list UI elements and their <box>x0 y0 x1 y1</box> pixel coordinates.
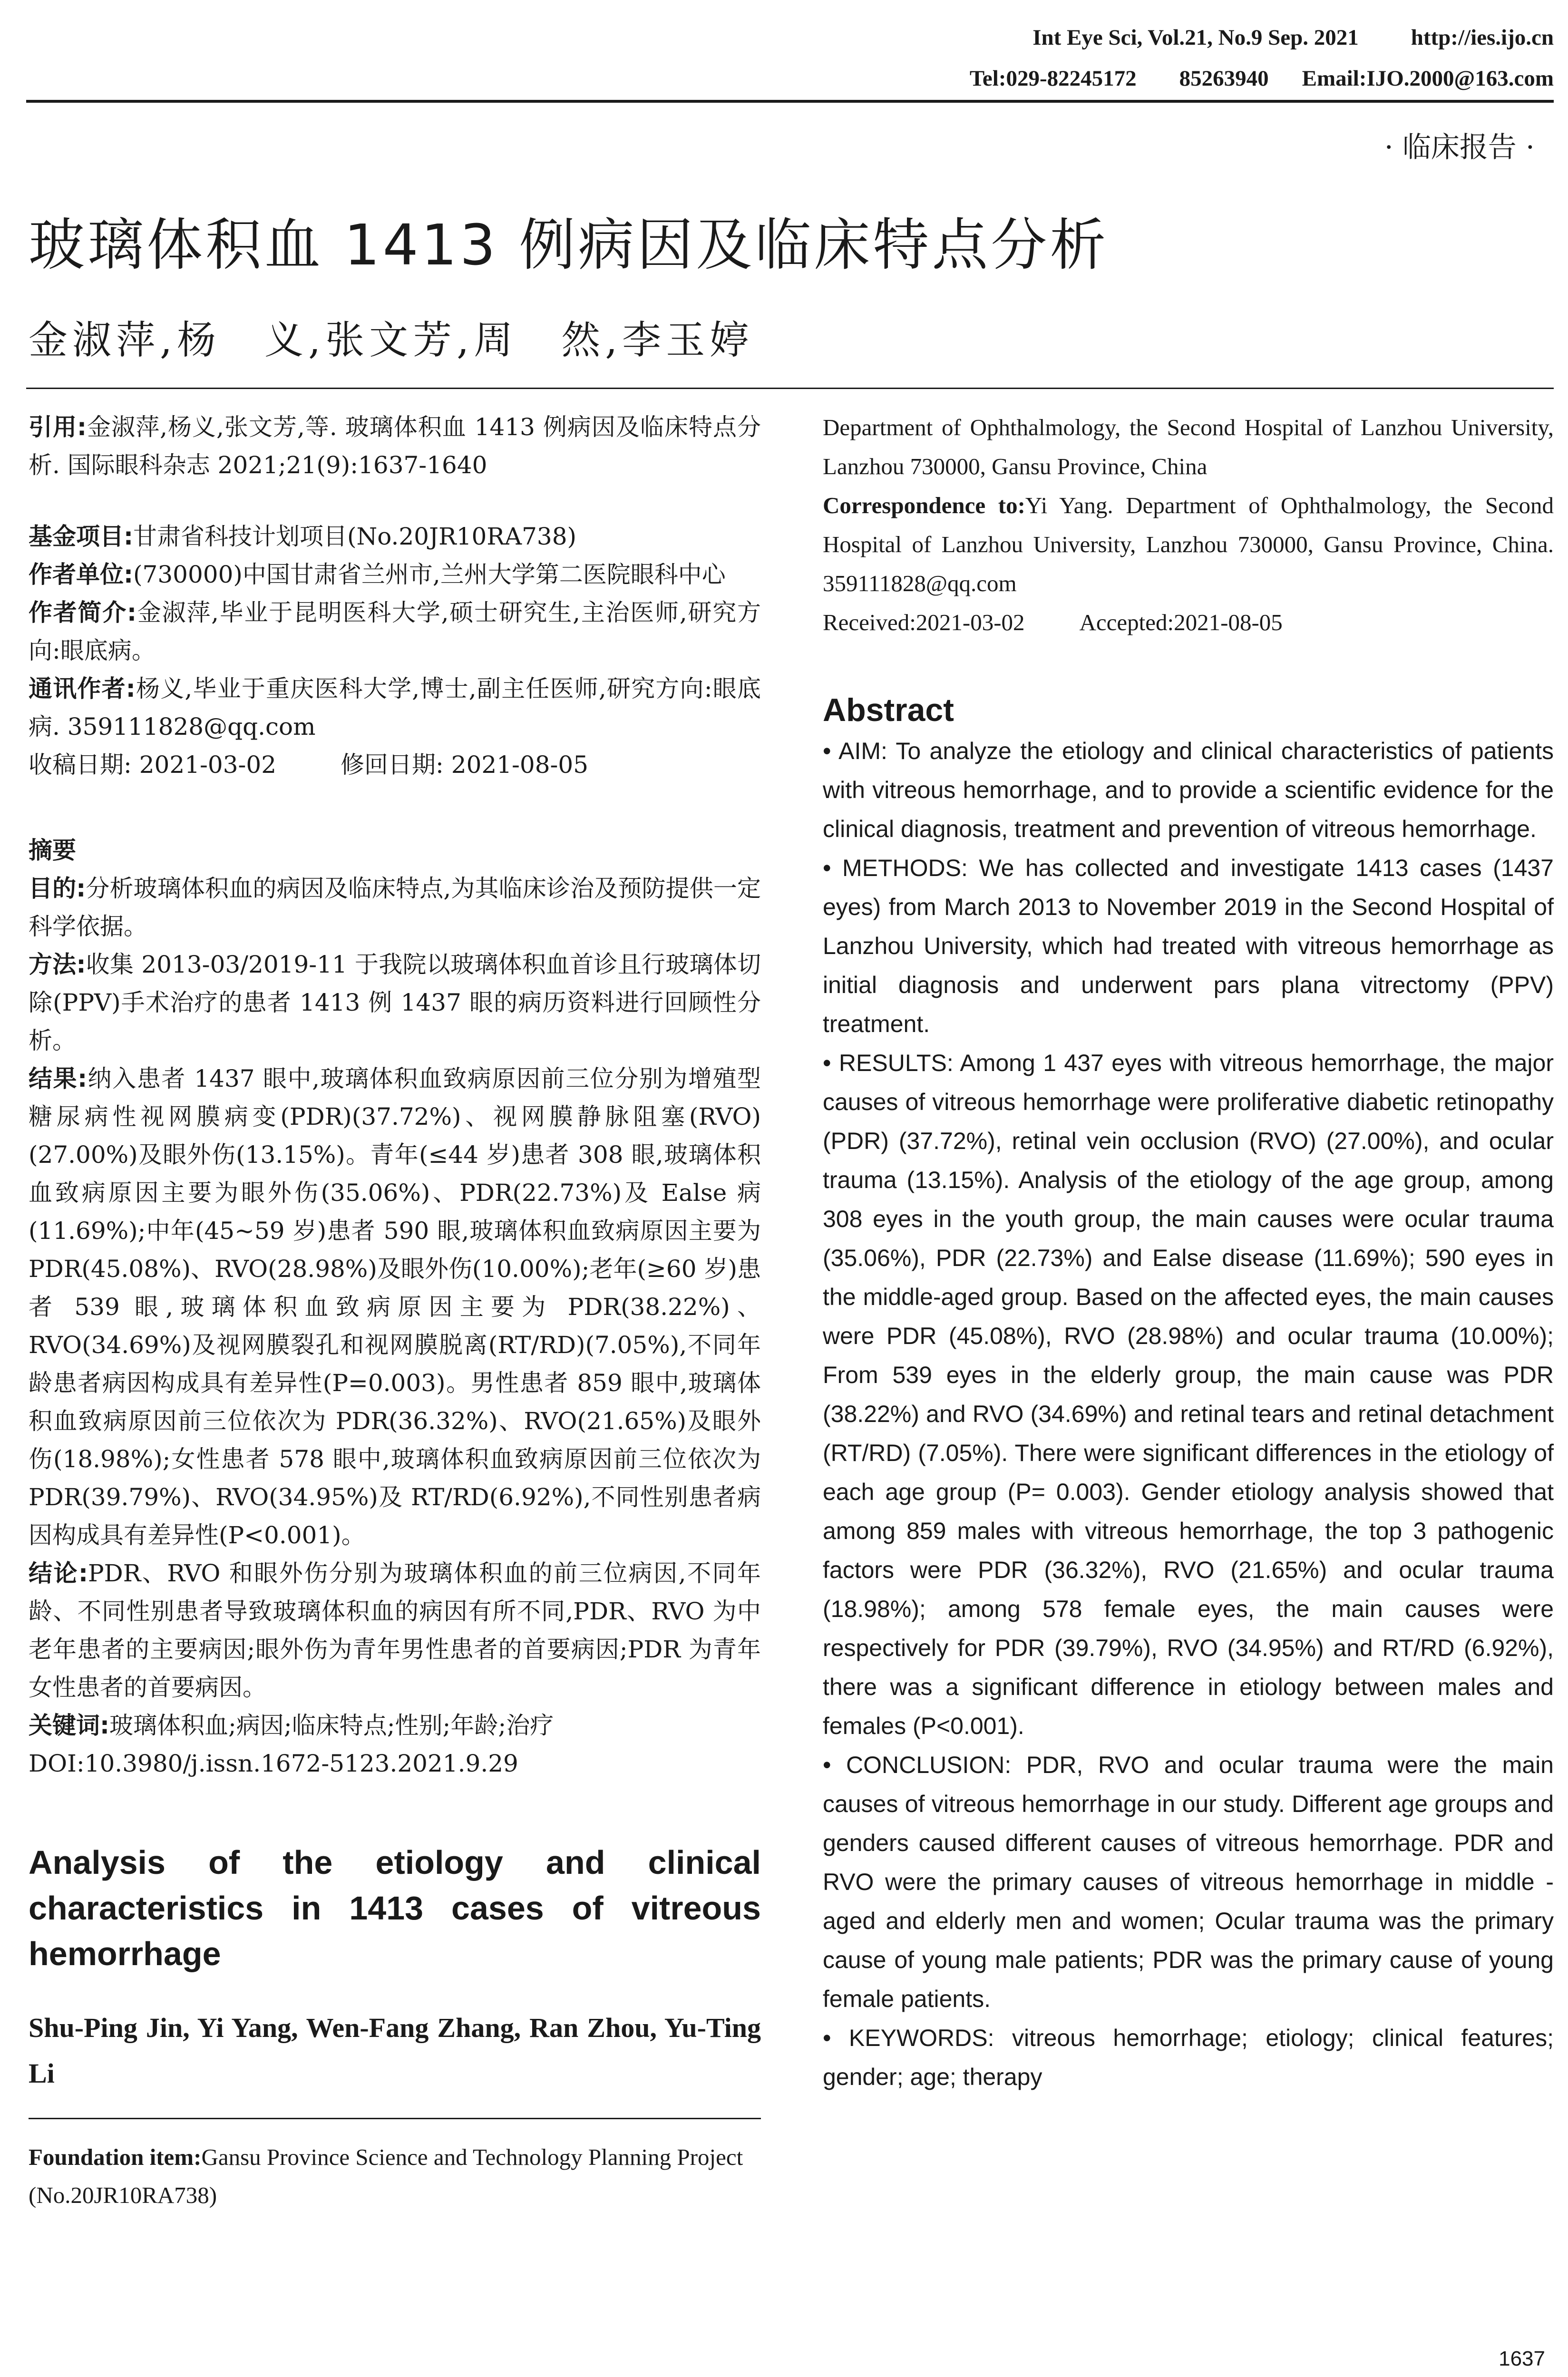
correspondence-info <box>29 670 761 746</box>
revised-date: 修回日期: 2021-08-05 <box>341 751 589 779</box>
abstract-heading: Abstract <box>823 692 954 728</box>
english-authors: Shu-Ping Jin, Yi Yang, Wen-Fang Zhang, Ran Zhou, Yu-Ting Li <box>29 2012 761 2089</box>
aim-label: 目的: <box>29 875 86 902</box>
department-info: Department of Ophthalmology, the Second Hospital of Lanzhou University, Lanzhou 730000, Gansu Province, China <box>823 414 1554 479</box>
doi[interactable]: DOI:10.3980/j.issn.1672-5123.2021.9.29 <box>29 1750 518 1777</box>
abstract-cn-heading: 摘要 <box>29 837 76 864</box>
fund-text: 甘肃省科技计划项目(No.20JR10RA738) <box>133 523 577 550</box>
journal-header-line-1 <box>1032 25 1554 50</box>
header-rule <box>26 100 1554 103</box>
journal-url[interactable]: http://ies.ijo.cn <box>1411 25 1554 50</box>
abstract-cn-conclusion <box>29 1554 761 1706</box>
english-corr-label: Correspondence to: <box>823 492 1025 518</box>
fund-label: 基金项目: <box>29 523 133 550</box>
conclusion-text: PDR、RVO 和眼外伤分别为玻璃体积血的前三位病因,不同年龄、不同性别患者导致玻璃体积血的病因有所不同,PDR、RVO 为中老年患者的主要病因;眼外伤为青年男性患者的首要病因;PDR 为青年女性患者的首要病因。 <box>29 1559 761 1701</box>
abstract-methods <box>823 848 1554 1043</box>
keywords-text: 玻璃体积血;病因;临床特点;性别;年龄;治疗 <box>109 1712 554 1739</box>
abstract-methods-text: We has collected and investigate 1413 cases (1437 eyes) from March 2013 to November 2019 in the Second Hospital of Lanzhou University, which had treated with vitreous hemorrhage as initial diagnosis and underwent pars plana vitrectomy (PPV) treatment. <box>823 855 1554 1037</box>
article-title: 玻璃体积血 1413 例病因及临床特点分析 <box>29 212 1109 278</box>
title-rule <box>26 388 1554 389</box>
conclusion-label: 结论: <box>29 1559 88 1587</box>
journal-email[interactable]: Email:IJO.2000@163.com <box>1302 66 1554 91</box>
section-tag: · 临床报告 · <box>1384 131 1535 164</box>
abstract-aim-text: To analyze the etiology and clinical characteristics of patients with vitreous hemorrhage, and to provide a scientific evidence for the clinical diagnosis, treatment and prevention of vitreous hemorrhage. <box>823 738 1554 842</box>
bio-text: 金淑萍,毕业于昆明医科大学,硕士研究生,主治医师,研究方向:眼底病。 <box>29 599 761 664</box>
bio-info <box>29 594 761 670</box>
abstract-conclusion-label: • CONCLUSION: <box>823 1752 1012 1778</box>
article-authors: 金淑萍,杨 义,张文芳,周 然,李玉婷 <box>29 318 754 363</box>
abstract-cn-results <box>29 1060 761 1554</box>
unit-info <box>29 555 761 594</box>
abstract-keywords-label: • KEYWORDS: <box>823 2025 994 2051</box>
abstract-aim <box>823 731 1554 848</box>
page-number: 1637 <box>1499 2347 1545 2370</box>
english-correspondence <box>823 486 1554 603</box>
methods-label: 方法: <box>29 951 86 978</box>
methods-text: 收集 2013-03/2019-11 于我院以玻璃体积血首诊且行玻璃体切除(PPV)手术治疗的患者 1413 例 1437 眼的病历资料进行回顾性分析。 <box>29 951 761 1054</box>
left-column <box>29 408 761 2214</box>
fund-info <box>29 517 761 555</box>
english-accepted: Accepted:2021-08-05 <box>1079 609 1283 635</box>
abstract-cn-aim <box>29 869 761 945</box>
abstract-results-text: Among 1 437 eyes with vitreous hemorrhage, the major causes of vitreous hemorrhage were proliferative diabetic retinopathy (PDR) (37.72%), retinal vein occlusion (RVO) (27.00%), and ocular trauma (13.15%). Analysis of the etiology of the age group, among 308 eyes in the youth group, the main causes were ocular trauma (35.06%), PDR (22.73%) and Ealse disease (11.69%); 590 eyes in the middle-aged group. Based on the affected eyes, the main causes were PDR (45.08%), RVO (28.98%) and ocular trauma (10.00%); From 539 eyes in the elderly group, the main cause was PDR (38.22%) and RVO (34.69%) and retinal tears and retinal detachment (RT/RD) (7.05%). There were significant differences in the etiology of each age group (P= 0.003). Gender etiology analysis showed that among 859 males with vitreous hemorrhage, the top 3 pathogenic factors were PDR (36.32%), RVO (21.65%) and ocular trauma (18.98%); among 578 female eyes, the main causes were respectively for PDR (39.79%), RVO (34.95%) and RT/RD (6.92%), there was a significant difference in etiology between males and females (P<0.001). <box>823 1050 1554 1739</box>
received-date: 收稿日期: 2021-03-02 <box>29 751 277 779</box>
journal-citation: Int Eye Sci, Vol.21, No.9 Sep. 2021 <box>1032 25 1359 50</box>
citation <box>29 408 761 484</box>
abstract-cn-keywords <box>29 1706 761 1744</box>
abstract-keywords <box>823 2018 1554 2096</box>
journal-tel-2: 85263940 <box>1179 66 1269 91</box>
journal-header-line-2 <box>970 66 1554 91</box>
foundation-item <box>29 2138 761 2214</box>
abstract-conclusion-text: PDR, RVO and ocular trauma were the main causes of vitreous hemorrhage in our study. Different age groups and genders caused different causes of vitreous hemorrhage. PDR and RVO were the primary causes of vitreous hemorrhage in middle - aged and elderly men and women; Ocular trauma was the primary cause of young male patients; PDR was the primary cause of young female patients. <box>823 1752 1554 2012</box>
english-title: Analysis of the etiology and clinical characteristics in 1413 cases of vitreous hemorrhage <box>29 1844 761 1972</box>
corr-label: 通讯作者: <box>29 675 136 702</box>
foundation-rule <box>29 2118 761 2119</box>
keywords-label: 关键词: <box>29 1712 109 1739</box>
english-corr-text: Yi Yang. Department of Ophthalmology, the Second Hospital of Lanzhou University, Lanzhou 730000, Gansu Province, China. 359111828@qq.com <box>823 492 1554 596</box>
unit-label: 作者单位: <box>29 561 133 588</box>
results-label: 结果: <box>29 1065 88 1092</box>
citation-label: 引用: <box>29 413 87 441</box>
dates-info <box>29 746 761 784</box>
right-column <box>823 408 1554 2096</box>
abstract-conclusion <box>823 1745 1554 2018</box>
foundation-text: Gansu Province Science and Technology Planning Project (No.20JR10RA738) <box>29 2144 743 2208</box>
abstract-methods-label: • METHODS: <box>823 855 968 881</box>
foundation-label: Foundation item: <box>29 2144 202 2170</box>
corr-text: 杨义,毕业于重庆医科大学,博士,副主任医师,研究方向:眼底病. 359111828@qq.com <box>29 675 761 740</box>
abstract-aim-label: • AIM: <box>823 738 887 764</box>
journal-tel: Tel:029-82245172 <box>969 66 1137 91</box>
abstract-cn-methods <box>29 945 761 1060</box>
english-received: Received:2021-03-02 <box>823 609 1025 635</box>
unit-text: (730000)中国甘肃省兰州市,兰州大学第二医院眼科中心 <box>133 561 726 588</box>
abstract-results <box>823 1043 1554 1745</box>
results-text: 纳入患者 1437 眼中,玻璃体积血致病原因前三位分别为增殖型糖尿病性视网膜病变(PDR)(37.72%)、视网膜静脉阻塞(RVO)(27.00%)及眼外伤(13.15%)。青年(≤44 岁)患者 308 眼,玻璃体积血致病原因主要为眼外伤(35.06%)、PDR(22.73%)及 Ealse 病(11.69%);中年(45~59 岁)患者 590 眼,玻璃体积血致病原因主要为 PDR(45.08%)、RVO(28.98%)及眼外伤(10.00%);老年(≥60 岁)患者 539 眼,玻璃体积血致病原因主要为 PDR(38.22%)、RVO(34.69%)及视网膜裂孔和视网膜脱离(RT/RD)(7.05%),不同年龄患者病因构成具有差异性(P=0.003)。男性患者 859 眼中,玻璃体积血致病原因前三位依次为 PDR(36.32%)、RVO(21.65%)及眼外伤(18.98%);女性患者 578 眼中,玻璃体积血致病原因前三位依次为 PDR(39.79%)、RVO(34.95%)及 RT/RD(6.92%),不同性别患者病因构成具有差异性(P<0.001)。 <box>29 1065 761 1549</box>
aim-text: 分析玻璃体积血的病因及临床特点,为其临床诊治及预防提供一定科学依据。 <box>29 875 761 940</box>
abstract-keywords-text: vitreous hemorrhage; etiology; clinical features; gender; age; therapy <box>823 2025 1554 2090</box>
english-dates <box>823 603 1554 642</box>
abstract-results-label: • RESULTS: <box>823 1050 954 1076</box>
citation-text: 金淑萍,杨义,张文芳,等. 玻璃体积血 1413 例病因及临床特点分析. 国际眼科杂志 2021;21(9):1637-1640 <box>29 413 761 479</box>
bio-label: 作者简介: <box>29 599 137 626</box>
